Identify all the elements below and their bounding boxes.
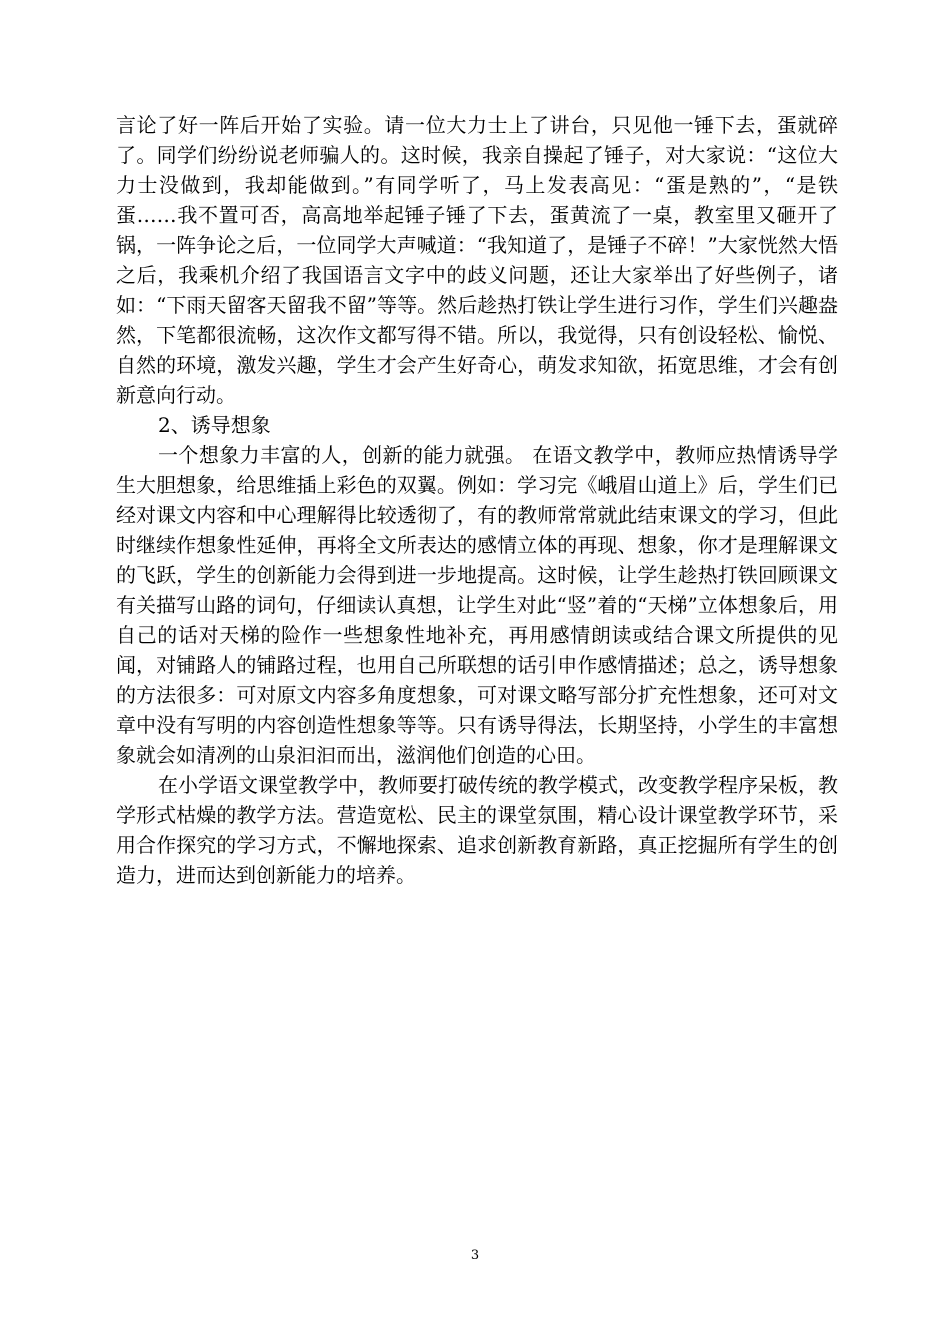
page-number: 3 [470, 1248, 480, 1263]
document-body [116, 110, 838, 890]
section-heading-imagination: 2、诱导想象 [158, 413, 271, 437]
paragraph-conclusion: 在小学语文课堂教学中，教师要打破传统的教学模式，改变教学程序呆板，教学形式枯燥的教学方法。营造宽松、民主的课堂氛围，精心设计课堂教学环节，采用合作探究的学习方式，不懈地探索、追求创新教育新路，真正挖掘所有学生的创造力，进而达到创新能力的培养。 [116, 773, 838, 887]
paragraph-imagination: 一个想象力丰富的人，创新的能力就强。 在语文教学中，教师应热情诱导学生大胆想象，给思维插上彩色的双翼。例如：学习完《峨眉山道上》后，学生们已经对课文内容和中心理解得比较透彻了，有的教师常常就此结束课文的学习，但此时继续作想象性延伸，再将全文所表达的感情立体的再现、想象，你才是理解课文的飞跃，学生的创新能力会得到进一步地提高。这时候，让学生趁热打铁回顾课文有关描写山路的词句，仔细读认真想，让学生对此“竖”着的“天梯”立体想象后，用自己的话对天梯的险作一些想象性地补充，再用感情朗读或结合课文所提供的见闻，对铺路人的铺路过程，也用自己所联想的话引申作感情描述；总之，诱导想象的方法很多：可对原文内容多角度想象，可对课文略写部分扩充性想象，还可对文章中没有写明的内容创造性想象等等。只有诱导得法，长期坚持，小学生的丰富想象就会如清冽的山泉汩汩而出，滋润他们创造的心田。 [116, 443, 838, 767]
paragraph-experiment: 言论了好一阵后开始了实验。请一位大力士上了讲台，只见他一锤下去，蛋就碎了。同学们纷纷说老师骗人的。这时候，我亲自操起了锤子，对大家说：“这位大力士没做到，我却能做到。”有同学听了，马上发表高见：“蛋是熟的”，“是铁蛋……我不置可否，高高地举起锤子锤了下去，蛋黄流了一桌，教室里又砸开了锅，一阵争论之后，一位同学大声喊道：“我知道了，是锤子不碎！”大家恍然大悟之后，我乘机介绍了我国语言文字中的歧义问题，还让大家举出了好些例子，诸如：“下雨天留客天留我不留”等等。然后趁热打铁让学生进行习作，学生们兴趣盎然，下笔都很流畅，这次作文都写得不错。所以，我觉得，只有创设轻松、愉悦、自然的环境，激发兴趣，学生才会产生好奇心，萌发求知欲，拓宽思维，才会有创新意向行动。 [116, 113, 838, 407]
